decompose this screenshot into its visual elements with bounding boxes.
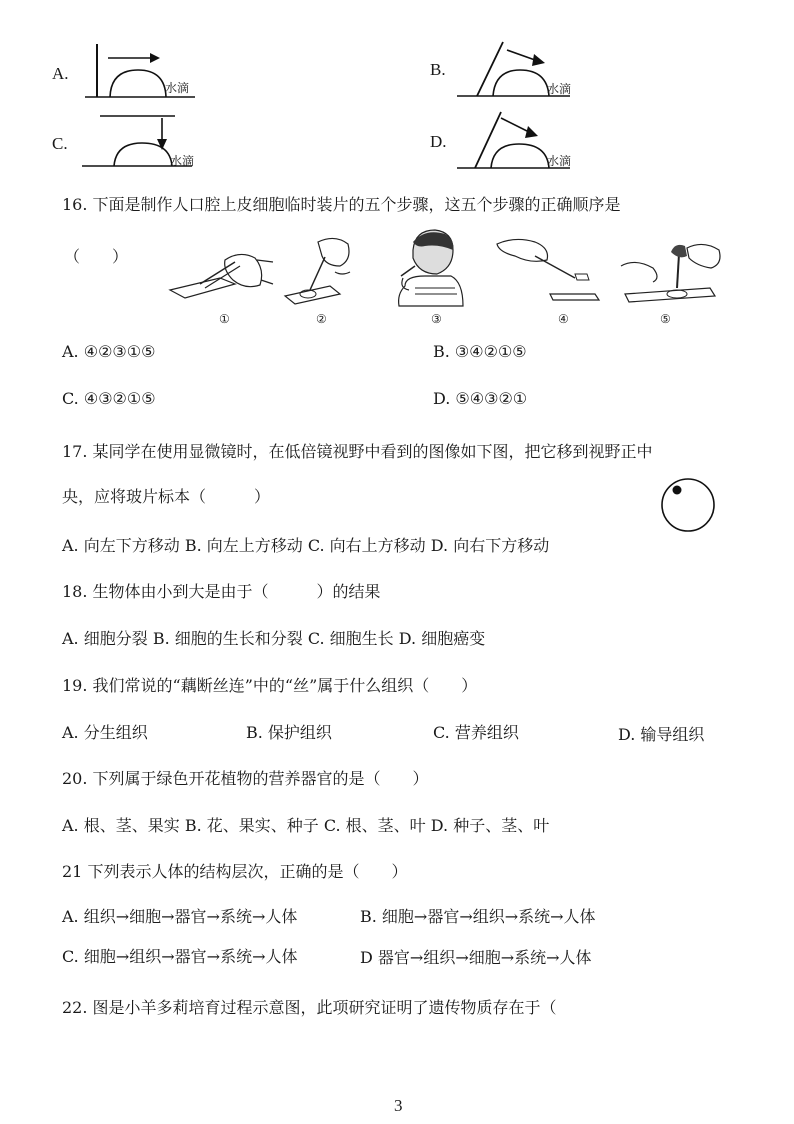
option-b-letter: B. <box>430 60 446 79</box>
q19-option-a: A. 分生组织 <box>62 723 148 742</box>
option-d-letter: D. <box>430 132 447 151</box>
drop-label-a: 水滴 <box>165 81 190 95</box>
q22-stem: 22. 图是小羊多莉培育过程示意图，此项研究证明了遗传物质存在于（ <box>62 998 557 1017</box>
q16-stem: 16. 下面是制作人口腔上皮细胞临时装片的五个步骤，这五个步骤的正确顺序是 <box>62 195 621 214</box>
q16-option-c: C. ④③②①⑤ <box>62 389 156 408</box>
q21-option-c: C. 细胞→组织→器官→系统→人体 <box>62 947 298 966</box>
q18-options: A. 细胞分裂 B. 细胞的生长和分裂 C. 细胞生长 D. 细胞癌变 <box>62 629 486 648</box>
q16-option-d: D. ⑤④③②① <box>433 389 528 408</box>
option-a-letter: A. <box>52 64 69 83</box>
q16-step-2-illustration <box>280 232 360 307</box>
q16-step-label-5: ⑤ <box>660 312 671 326</box>
q16-step-label-1: ① <box>219 312 230 326</box>
q16-blank: （ ） <box>64 247 129 266</box>
q16-option-b: B. ③④②①⑤ <box>433 342 527 361</box>
q16-step-1-illustration <box>165 240 275 305</box>
q20-stem: 20. 下列属于绿色开花植物的营养器官的是（ ） <box>62 769 429 788</box>
q16-step-label-2: ② <box>316 312 327 326</box>
diagram-a <box>80 40 210 105</box>
option-c-letter: C. <box>52 134 68 153</box>
q16-step-5-illustration <box>615 236 727 306</box>
drop-label-c: 水滴 <box>170 154 195 168</box>
q21-option-a: A. 组织→细胞→器官→系统→人体 <box>62 907 298 926</box>
q21-option-b: B. 细胞→器官→组织→系统→人体 <box>360 907 596 926</box>
q19-option-c: C. 营养组织 <box>433 723 519 742</box>
q17-stem-continued: 央，应将玻片标本（ ） <box>62 487 271 506</box>
q16-step-4-illustration <box>495 234 605 304</box>
q17-options: A. 向左下方移动 B. 向左上方移动 C. 向右上方移动 D. 向右下方移动 <box>62 536 550 555</box>
q19-option-d: D. 输导组织 <box>618 725 705 744</box>
q21-option-d: D 器官→组织→细胞→系统→人体 <box>360 948 592 967</box>
q18-stem: 18. 生物体由小到大是由于（ ）的结果 <box>62 582 381 601</box>
q21-stem: 21 下列表示人体的结构层次，正确的是（ ） <box>62 862 408 881</box>
drop-label-d: 水滴 <box>547 154 572 168</box>
q19-option-b: B. 保护组织 <box>246 723 332 742</box>
q19-stem: 19. 我们常说的“藕断丝连”中的“丝”属于什么组织（ ） <box>62 676 478 695</box>
page-number: 3 <box>394 1096 403 1115</box>
q16-option-a: A. ④②③①⑤ <box>62 342 156 361</box>
q17-stem: 17. 某同学在使用显微镜时，在低倍镜视野中看到的图像如下图，把它移到视野正中 <box>62 442 653 461</box>
q20-options: A. 根、茎、果实 B. 花、果实、种子 C. 根、茎、叶 D. 种子、茎、叶 <box>62 816 550 835</box>
microscope-view-figure <box>660 476 720 536</box>
drop-label-b: 水滴 <box>547 82 572 96</box>
q16-step-3-illustration <box>395 228 465 308</box>
q16-step-label-4: ④ <box>558 312 569 326</box>
q16-step-label-3: ③ <box>431 312 442 326</box>
